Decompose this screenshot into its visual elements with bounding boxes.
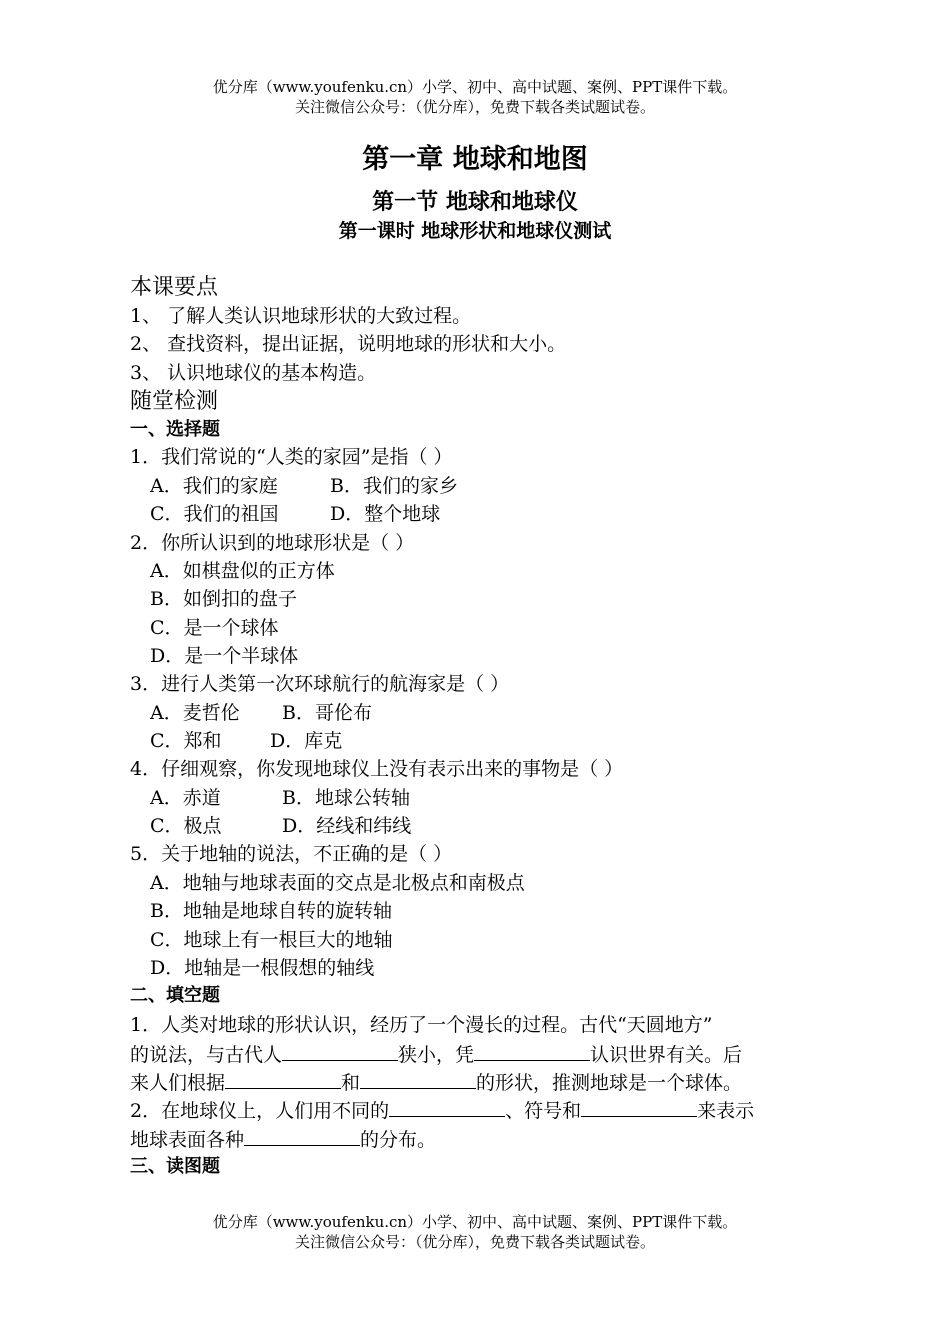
- question-1-option-c: C．我们的祖国: [150, 503, 279, 525]
- question-2-option-b: B．如倒扣的盘子: [150, 588, 297, 610]
- question-1-option-d: D．整个地球: [330, 503, 441, 525]
- key-point-3: 3、 认识地球仪的基本构造。: [130, 362, 377, 384]
- question-5-stem: 5．关于地轴的说法，不正确的是（ ）: [130, 843, 453, 865]
- question-2-stem: 2．你所认识到的地球形状是（ ）: [130, 532, 415, 554]
- question-3-stem: 3．进行人类第一次环球航行的航海家是（ ）: [130, 673, 510, 695]
- question-5-option-d: D．地轴是一根假想的轴线: [150, 957, 375, 979]
- answer-blank[interactable]: [389, 1096, 505, 1117]
- question-4-stem: 4．仔细观察，你发现地球仪上没有表示出来的事物是（ ）: [130, 758, 624, 780]
- question-4-option-a: A．赤道: [150, 787, 221, 809]
- fill-1-text-a: 的说法，与古代人: [130, 1044, 283, 1066]
- question-1-option-b: B．我们的家乡: [330, 475, 458, 497]
- question-1-stem: 1．我们常说的“人类的家园”是指（ ）: [130, 446, 453, 468]
- question-2-option-c: C．是一个球体: [150, 617, 279, 639]
- fill-2-line-2: [130, 1125, 436, 1154]
- fill-2-text-d: 地球表面各种: [130, 1129, 245, 1151]
- question-2-option-d: D．是一个半球体: [150, 645, 299, 667]
- footer-line-1: 优分库（www.youfenku.cn）小学、初中、高中试题、案例、PPT课件下载。: [212, 1213, 738, 1231]
- chapter-title: 第一章 地球和地图: [362, 144, 588, 175]
- fill-1-line-2: [130, 1040, 742, 1069]
- answer-blank[interactable]: [360, 1068, 476, 1089]
- fill-1-line-1: 1．人类对地球的形状认识，经历了一个漫长的过程。古代“天圆地方”: [130, 1014, 713, 1036]
- question-3-option-c: C．郑和: [150, 730, 222, 752]
- header-line-1: 优分库（www.youfenku.cn）小学、初中、高中试题、案例、PPT课件下载。: [212, 78, 738, 96]
- lesson-title: 第一课时 地球形状和地球仪测试: [338, 220, 612, 242]
- key-points-heading: 本课要点: [130, 275, 219, 300]
- fill-2-text-e: 的分布。: [360, 1129, 437, 1151]
- mc-heading: 一、选择题: [130, 419, 220, 440]
- fill-1-text-e: 和: [341, 1072, 361, 1094]
- question-5-option-a: A．地轴与地球表面的交点是北极点和南极点: [150, 872, 525, 894]
- fill-1-text-c: 认识世界有关。后: [590, 1044, 743, 1066]
- answer-blank[interactable]: [225, 1068, 341, 1089]
- fill-2-text-b: 、符号和: [505, 1100, 582, 1122]
- fill-2-line-1: [130, 1096, 754, 1125]
- question-3-option-b: B．哥伦布: [282, 702, 372, 724]
- question-5-option-b: B．地轴是地球自转的旋转轴: [150, 900, 392, 922]
- fill-1-line-3: [130, 1068, 742, 1097]
- answer-blank[interactable]: [282, 1040, 398, 1061]
- answer-blank[interactable]: [474, 1040, 590, 1061]
- question-1-option-a: A．我们的家庭: [150, 475, 278, 497]
- fill-2-text-a: 2．在地球仪上，人们用不同的: [130, 1100, 390, 1122]
- fill-1-text-f: 的形状，推测地球是一个球体。: [476, 1072, 743, 1094]
- question-2-option-a: A．如棋盘似的正方体: [150, 560, 335, 582]
- key-point-1: 1、 了解人类认识地球形状的大致过程。: [130, 305, 472, 327]
- footer-line-2: 关注微信公众号：（优分库），免费下载各类试题试卷。: [294, 1233, 655, 1251]
- question-4-option-d: D．经线和纬线: [282, 815, 412, 837]
- fill-2-text-c: 来表示: [697, 1100, 755, 1122]
- fill-1-text-d: 来人们根据: [130, 1072, 226, 1094]
- map-reading-heading: 三、读图题: [130, 1156, 220, 1177]
- key-point-2: 2、 查找资料，提出证据，说明地球的形状和大小。: [130, 333, 567, 355]
- test-heading: 随堂检测: [130, 389, 219, 414]
- question-3-option-a: A．麦哲伦: [150, 702, 240, 724]
- question-4-option-c: C．极点: [150, 815, 222, 837]
- header-line-2: 关注微信公众号：（优分库），免费下载各类试题试卷。: [294, 98, 655, 116]
- question-5-option-c: C．地球上有一根巨大的地轴: [150, 929, 393, 951]
- answer-blank[interactable]: [581, 1096, 697, 1117]
- answer-blank[interactable]: [244, 1125, 360, 1146]
- fill-1-text-b: 狭小，凭: [398, 1044, 475, 1066]
- question-4-option-b: B．地球公转轴: [282, 787, 410, 809]
- fill-heading: 二、填空题: [130, 985, 220, 1006]
- section-title: 第一节 地球和地球仪: [372, 189, 578, 215]
- question-3-option-d: D．库克: [270, 730, 343, 752]
